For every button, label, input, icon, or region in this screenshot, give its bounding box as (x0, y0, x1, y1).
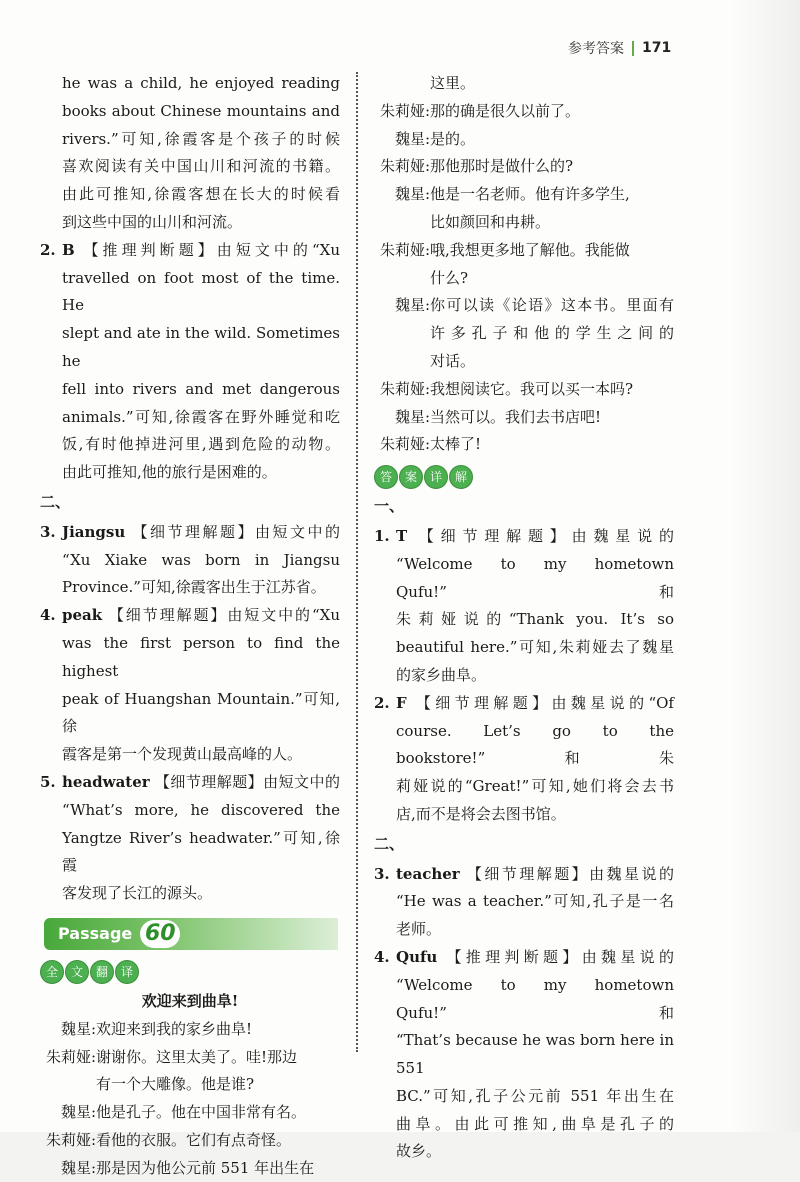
dialogue-line (40, 1099, 340, 1127)
item-number: 2. (40, 240, 56, 259)
text-line: was the first person to find the highest (62, 633, 340, 680)
dialogue-line (374, 237, 674, 293)
item-body (62, 769, 340, 908)
text-line: 的家乡曲阜。 (396, 665, 487, 684)
text-line: “What’s more, he discovered the (62, 800, 340, 819)
text-line: Qufu 【推理判断题】由魏星说的 (396, 947, 674, 966)
speaker: 魏星: (394, 185, 430, 204)
speaker: 朱莉娅: (379, 379, 430, 398)
dialogue-line (40, 1155, 340, 1182)
text-line: “He was a teacher.”可知,孔子是一名 (396, 892, 674, 911)
speaker: 朱莉娅: (379, 101, 430, 120)
dialogue-line (40, 1016, 340, 1044)
answer-key: Qufu (396, 947, 438, 966)
text-line: 饭,有时他掉进河里,遇到危险的动物。 (62, 435, 340, 454)
text-line: slept and ate in the wild. Sometimes he (62, 324, 340, 370)
item-body (396, 690, 674, 829)
speaker: 朱莉娅: (379, 435, 430, 454)
text-line: “Xu Xiake was born in Jiangsu (62, 550, 340, 569)
text-line: course. Let’s go to the bookstore!”和朱 (396, 721, 674, 768)
dialogue-line (374, 181, 674, 237)
speech: 对话。 (430, 351, 476, 370)
page-number: 171 (642, 40, 672, 56)
text-line: BC.”可知,孔子公元前 551 年出生在 (396, 1086, 674, 1105)
text-line: animals.”可知,徐霞客在野外睡觉和吃 (62, 407, 340, 426)
answer-item-1 (374, 523, 674, 690)
speech: 谢谢你。这里太美了。哇!那边 (96, 1047, 298, 1066)
speech: 太棒了! (430, 435, 482, 454)
story-title: 欢迎来到曲阜! (141, 991, 239, 1010)
text-line: he was a child, he enjoyed reading (62, 74, 340, 92)
passage-label: Passage (58, 924, 133, 943)
speech: 哦,我想更多地了解他。我能做 (430, 240, 630, 259)
text-line: Yangtze River’s headwater.”可知,徐霞 (62, 828, 340, 875)
page-header (568, 38, 671, 58)
column-divider (356, 72, 358, 1052)
speaker: 魏星: (60, 1019, 96, 1038)
text-line: 故乡。 (396, 1142, 442, 1161)
answer-explanation-tag (374, 465, 674, 489)
left-column (40, 70, 340, 1182)
dialogue-line (40, 1044, 340, 1100)
answer-key: F (396, 693, 407, 712)
speech: 什么? (430, 268, 469, 287)
text-line: “Welcome to my hometown Qufu!”和 (396, 554, 674, 601)
dialogue-line (374, 404, 674, 432)
dialogue-line (374, 376, 674, 404)
text-line: 到这些中国的山川和河流。 (62, 212, 243, 231)
tag-char: 翻 (90, 960, 114, 984)
speaker: 魏星: (60, 1103, 96, 1122)
speaker: 朱莉娅: (379, 240, 430, 259)
text-line: “That’s because he was born here in 551 (396, 1031, 674, 1078)
speech: 欢迎来到我的家乡曲阜! (96, 1019, 253, 1038)
answer-item-3 (374, 861, 674, 944)
tag-char: 详 (424, 465, 448, 489)
item-number: 5. (40, 772, 56, 791)
translation-tag (40, 960, 340, 984)
text-line: 老师。 (396, 920, 442, 939)
answer-item-3 (40, 519, 340, 602)
item-body (396, 523, 674, 690)
text-line: peak 【细节理解题】由短文中的“Xu (62, 606, 340, 625)
tag-char: 答 (374, 465, 398, 489)
tag-char: 文 (65, 960, 89, 984)
section-heading: 二、 (374, 834, 405, 853)
answer-key: headwater (62, 772, 150, 791)
text-line: 由此可推知,徐霞客想在长大的时候看 (62, 185, 340, 204)
passage-number: 60 (140, 920, 180, 948)
text-line: “Welcome to my hometown Qufu!”和 (396, 975, 674, 1022)
tag-char: 全 (40, 960, 64, 984)
item-number: 4. (374, 947, 390, 966)
speech: 他是孔子。他在中国非常有名。 (96, 1103, 307, 1122)
text-line: B 【推理判断题】由短文中的“Xu (62, 240, 340, 259)
item-number: 4. (40, 606, 56, 625)
item-number: 1. (374, 526, 390, 545)
speaker: 魏星: (394, 296, 430, 315)
item-number: 3. (374, 864, 390, 883)
answer-item-4 (40, 602, 340, 769)
header-label: 参考答案 (568, 41, 624, 57)
answer-item-4 (374, 944, 674, 1166)
text-line: travelled on foot most of the time. He (62, 268, 340, 315)
speech: 是的。 (430, 129, 476, 148)
item-number: 2. (374, 693, 390, 712)
right-column (374, 70, 674, 1166)
text-line: F 【细节理解题】由魏星说的“Of (396, 693, 674, 712)
dialogue-line (374, 153, 674, 181)
speaker: 朱莉娅: (379, 157, 430, 176)
section-heading: 二、 (40, 492, 71, 511)
item-body (62, 519, 340, 602)
text-line: 曲阜。由此可推知,曲阜是孔子的 (396, 1114, 674, 1133)
text-line: peak of Huangshan Mountain.”可知,徐 (62, 689, 340, 736)
speaker: 魏星: (394, 129, 430, 148)
text-line: beautiful here.”可知,朱莉娅去了魏星 (396, 638, 674, 657)
text-line: 由此可推知,他的旅行是困难的。 (62, 463, 277, 482)
dialogue-line (40, 1127, 340, 1155)
speech: 你可以读《论语》这本书。里面有 (430, 296, 674, 315)
answer-key: T (396, 526, 408, 545)
text-line: fell into rivers and met dangerous (62, 379, 340, 398)
speech: 我想阅读它。我可以买一本吗? (430, 379, 634, 398)
speech: 许多孔子和他的学生之间的 (430, 324, 674, 343)
text-line: teacher 【细节理解题】由魏星说的 (396, 864, 674, 883)
text-line: 霞客是第一个发现黄山最高峰的人。 (62, 745, 303, 764)
text-line: T 【细节理解题】由魏星说的 (396, 526, 674, 545)
page-edge-shadow (730, 0, 800, 1132)
speech: 比如颜回和冉耕。 (430, 212, 551, 231)
speech: 那是因为他公元前 551 年出生在 (96, 1158, 315, 1177)
dialogue-continuation (374, 70, 674, 98)
speech: 那他那时是做什么的? (430, 157, 574, 176)
answer-item-2 (40, 237, 340, 487)
answer-item-2 (374, 690, 674, 829)
speech: 当然可以。我们去书店吧! (430, 407, 602, 426)
passage-banner (44, 918, 338, 950)
tag-char: 解 (449, 465, 473, 489)
speech: 这里。 (430, 74, 476, 92)
item-number: 3. (40, 522, 56, 541)
item-body (62, 602, 340, 769)
speaker: 朱莉娅: (45, 1130, 96, 1149)
answer-key: B (62, 240, 75, 259)
answer-key: teacher (396, 864, 460, 883)
text-line: books about Chinese mountains and (62, 101, 340, 120)
text-line: headwater 【细节理解题】由短文中的 (62, 772, 340, 791)
dialogue-line (374, 98, 674, 126)
answer-key: peak (62, 606, 103, 625)
text-line: 朱莉娅说的“Thank you. It’s so (396, 610, 674, 629)
section-heading: 一、 (374, 497, 405, 516)
dialogue-line (374, 126, 674, 154)
speaker: 魏星: (394, 407, 430, 426)
answer-key: Jiangsu (62, 522, 126, 541)
text-line: 客发现了长江的源头。 (62, 884, 213, 903)
text-line: Province.”可知,徐霞客出生于江苏省。 (62, 578, 326, 597)
speaker: 魏星: (60, 1158, 96, 1177)
text-line: 莉娅说的“Great!”可知,她们将会去书 (396, 777, 674, 796)
text-line: 喜欢阅读有关中国山川和河流的书籍。 (62, 157, 340, 176)
tag-char: 案 (399, 465, 423, 489)
speaker: 朱莉娅: (45, 1047, 96, 1066)
q1-continuation (40, 70, 340, 237)
text-line: 店,而不是将会去图书馆。 (396, 804, 566, 823)
speech: 那的确是很久以前了。 (430, 101, 581, 120)
dialogue-line (374, 292, 674, 375)
speech: 看他的衣服。它们有点奇怪。 (96, 1130, 292, 1149)
item-body (396, 944, 674, 1166)
speech: 他是一名老师。他有许多学生, (430, 185, 630, 204)
text-line: rivers.”可知,徐霞客是个孩子的时候 (62, 129, 340, 148)
tag-char: 译 (115, 960, 139, 984)
speech: 有一个大雕像。他是谁? (96, 1075, 255, 1094)
item-body (62, 237, 340, 487)
header-separator (632, 41, 634, 56)
text-line: Jiangsu 【细节理解题】由短文中的 (62, 522, 340, 541)
answer-item-5 (40, 769, 340, 908)
item-body (396, 861, 674, 944)
dialogue-line (374, 431, 674, 459)
